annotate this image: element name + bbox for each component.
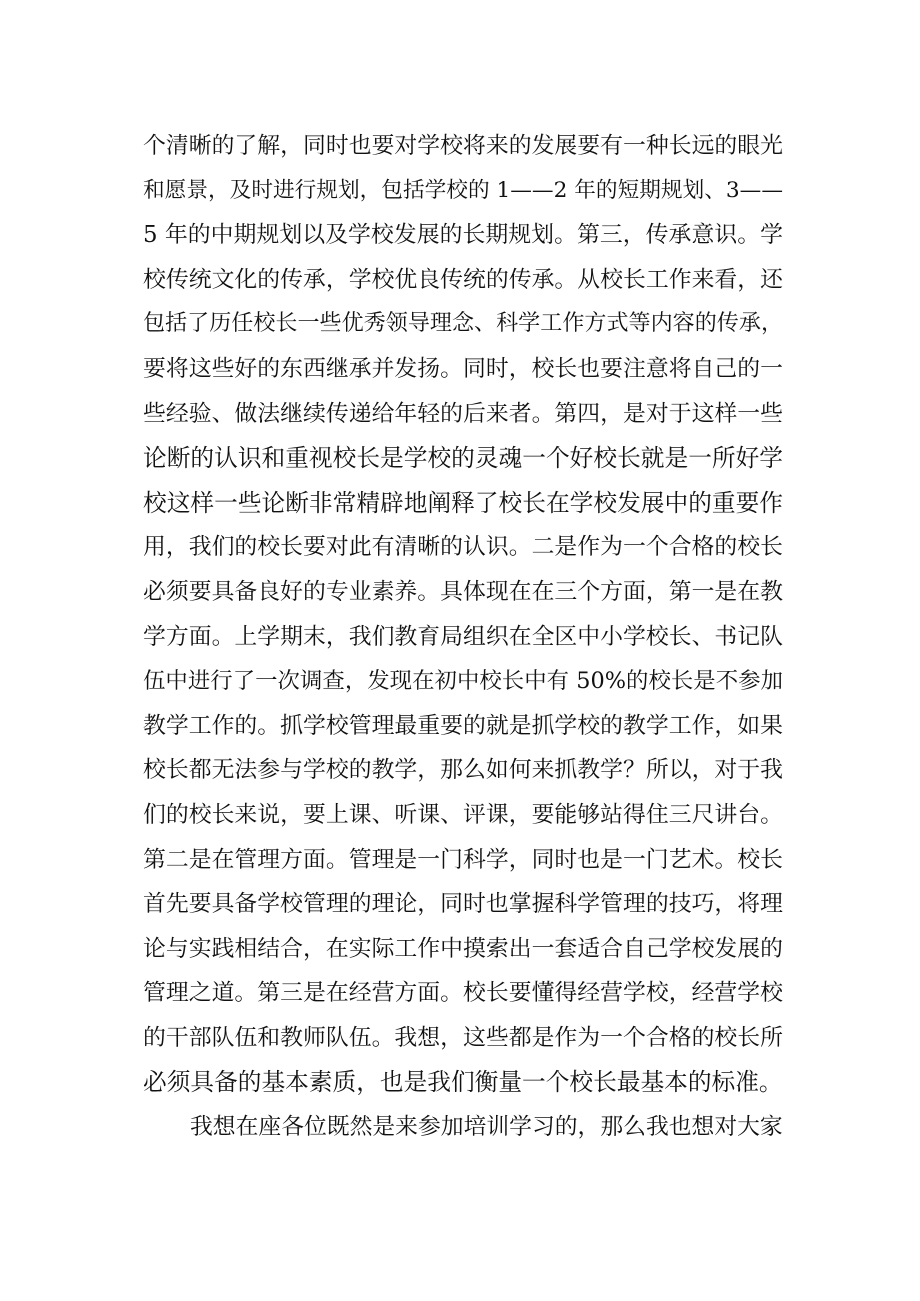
text-line: 管理之道。第三是在经营方面。校长要懂得经营学校，经营学校 bbox=[143, 980, 783, 1007]
text-line: 必须具备的基本素质，也是我们衡量一个校长最基本的标准。 bbox=[143, 1068, 783, 1097]
text-line: 个清晰的了解，同时也要对学校将来的发展要有一种长远的眼光 bbox=[143, 133, 783, 159]
text-line: 些经验、做法继续传递给年轻的后来者。第四，是对于这样一些 bbox=[143, 400, 783, 427]
text-line: 校传统文化的传承，学校优良传统的传承。从校长工作来看，还 bbox=[143, 266, 783, 293]
text-line: 第二是在管理方面。管理是一门科学，同时也是一门艺术。校长 bbox=[143, 846, 783, 873]
text-line: 论断的认识和重视校长是学校的灵魂一个好校长就是一所好学 bbox=[143, 444, 783, 473]
text-line: 和愿景，及时进行规划，包括学校的 1——2 年的短期规划、3—— bbox=[143, 177, 783, 203]
text-line: 伍中进行了一次调查，发现在初中校长中有 50%的校长是不参加 bbox=[143, 668, 783, 695]
text-line: 用，我们的校长要对此有清晰的认识。二是作为一个合格的校长 bbox=[143, 534, 783, 561]
text-line: 们的校长来说，要上课、听课、评课，要能够站得住三尺讲台。 bbox=[143, 801, 783, 828]
text-line: 校长都无法参与学校的教学，那么如何来抓教学？所以，对于我 bbox=[143, 757, 783, 784]
body-text bbox=[143, 124, 783, 1150]
text-line: 包括了历任校长一些优秀领导理念、科学工作方式等内容的传承， bbox=[143, 311, 783, 337]
paragraph-first-line: 我想在座各位既然是来参加培训学习的，那么我也想对大家 bbox=[190, 1114, 783, 1141]
text-line: 必须要具备良好的专业素养。具体现在在三个方面，第一是在教 bbox=[143, 578, 783, 605]
text-line: 校这样一些论断非常精辟地阐释了校长在学校发展中的重要作 bbox=[143, 488, 783, 517]
text-line: 论与实践相结合，在实际工作中摸索出一套适合自己学校发展的 bbox=[143, 935, 783, 962]
text-line: 5 年的中期规划以及学校发展的长期规划。第三，传承意识。学 bbox=[143, 222, 783, 249]
text-line: 的干部队伍和教师队伍。我想，这些都是作为一个合格的校长所 bbox=[143, 1024, 783, 1051]
text-line: 要将这些好的东西继承并发扬。同时，校长也要注意将自己的一 bbox=[143, 355, 783, 382]
text-line: 首先要具备学校管理的理论，同时也掌握科学管理的技巧，将理 bbox=[143, 891, 783, 918]
text-line: 教学工作的。抓学校管理最重要的就是抓学校的教学工作，如果 bbox=[143, 712, 783, 739]
text-line: 学方面。上学期末，我们教育局组织在全区中小学校长、书记队 bbox=[143, 623, 783, 650]
